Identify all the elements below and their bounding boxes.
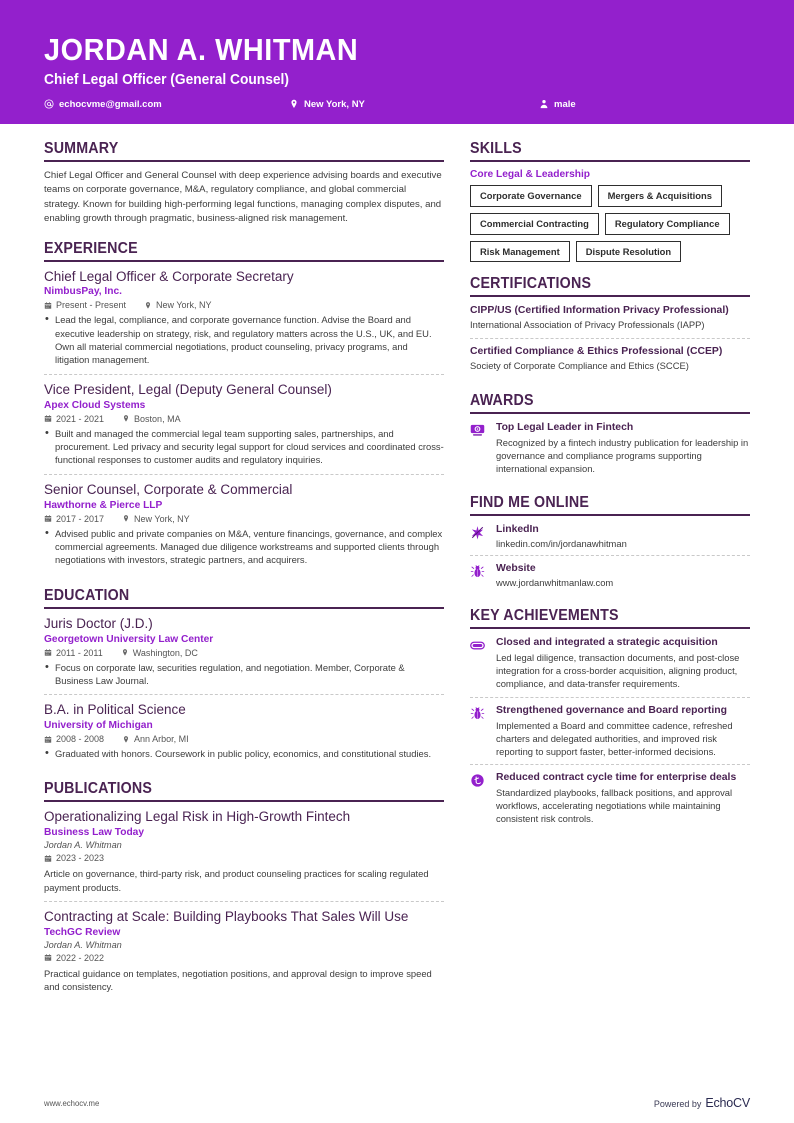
achievement-entry	[470, 771, 750, 831]
section-rule	[470, 160, 750, 162]
section-title-awards: AWARDS	[470, 391, 534, 409]
publication-entry	[44, 909, 444, 1001]
candidate-name: JORDAN A. WHITMAN	[44, 32, 359, 67]
achievement-description: Implemented a Board and committee cadence, refreshed charters and delegated authorities, and improved risk reporting to support faster, better-informed decisions.	[496, 719, 733, 757]
experience-location-value: New York, NY	[156, 300, 212, 311]
experience-location-value: New York, NY	[134, 513, 190, 524]
experience-dates	[44, 414, 104, 424]
contact-location	[289, 99, 539, 110]
resume-header	[0, 0, 794, 124]
person-icon	[539, 99, 549, 109]
section-title-find-me-online: FIND ME ONLINE	[470, 494, 590, 512]
education-entry	[44, 702, 444, 767]
section-title-certifications: CERTIFICATIONS	[470, 275, 592, 293]
experience-dates	[44, 300, 126, 310]
certification-entry	[470, 345, 750, 379]
location-pin-icon	[289, 99, 299, 109]
achievement-body	[496, 636, 750, 690]
certification-name: CIPP/US (Certified Information Privacy Professional)	[470, 305, 729, 317]
publication-author: Jordan A. Whitman	[44, 939, 122, 950]
calendar-icon	[44, 514, 52, 523]
publication-entry	[44, 809, 444, 902]
experience-company: Hawthorne & Pierce LLP	[44, 499, 163, 511]
skill-tag-list	[470, 185, 750, 262]
bullet: • Graduated with honors. Coursework in public policy, economics, and constitutional studies.	[44, 747, 444, 760]
left-column	[44, 140, 444, 1014]
experience-location	[122, 414, 181, 424]
skill-group-label: Core Legal & Leadership	[470, 169, 591, 180]
section-title-skills: SKILLS	[470, 140, 522, 157]
education-dates-value: 2008 - 2008	[56, 734, 105, 745]
award-entry	[470, 421, 750, 481]
experience-meta	[44, 414, 444, 424]
calendar-icon	[44, 854, 52, 863]
contact-gender-value: male	[554, 98, 576, 110]
online-profile-linkedin[interactable]	[470, 523, 750, 556]
section-publications	[44, 780, 444, 1000]
location-pin-icon	[122, 514, 130, 523]
experience-company: NimbusPay, Inc.	[44, 286, 122, 298]
skill-tag[interactable]: Regulatory Compliance	[605, 213, 730, 235]
resume-footer	[0, 1083, 794, 1123]
publication-dates-value: 2022 - 2022	[56, 952, 105, 963]
section-rule	[470, 514, 750, 516]
education-location	[121, 648, 198, 658]
education-dates	[44, 648, 103, 658]
section-certifications	[470, 275, 750, 378]
skill-tag[interactable]: Mergers & Acquisitions	[598, 185, 722, 207]
section-awards	[470, 392, 750, 481]
sparkle-icon	[470, 523, 487, 549]
contact-gender	[539, 99, 576, 110]
section-key-achievements	[470, 607, 750, 831]
publication-title: Contracting at Scale: Building Playbooks That Sales Will Use	[44, 908, 409, 924]
section-rule	[44, 160, 444, 162]
education-meta	[44, 734, 444, 744]
award-name: Top Legal Leader in Fintech	[496, 421, 634, 433]
publication-meta	[44, 853, 444, 863]
experience-role: Chief Legal Officer & Corporate Secretary	[44, 268, 294, 284]
footer-powered-by	[654, 1096, 750, 1110]
education-bullets	[44, 747, 444, 760]
achievement-title: Reduced contract cycle time for enterprise deals	[496, 772, 737, 784]
experience-role: Senior Counsel, Corporate & Commercial	[44, 481, 293, 497]
section-experience	[44, 240, 444, 574]
online-profile-body	[496, 562, 750, 588]
footer-powered-by-label: Powered by	[653, 1099, 702, 1109]
experience-dates-value: 2017 - 2017	[56, 513, 105, 524]
skill-tag[interactable]: Commercial Contracting	[470, 213, 599, 235]
publication-meta	[44, 953, 444, 963]
circle-glyph-icon	[470, 771, 487, 825]
calendar-icon	[44, 414, 52, 423]
location-pin-icon	[121, 648, 129, 657]
certification-issuer: Society of Corporate Compliance and Ethics (SCCE)	[470, 359, 689, 371]
award-monitor-icon	[470, 421, 487, 475]
location-pin-icon	[122, 414, 130, 423]
education-meta	[44, 648, 444, 658]
publication-description: Practical guidance on templates, negotiation positions, and approval design to improve speed and consistency.	[44, 967, 432, 993]
contact-email-value: echocvme@gmail.com	[59, 98, 162, 110]
right-column	[470, 140, 750, 1014]
publication-description: Article on governance, third-party risk, and product counseling practices for scaling regulated payment products.	[44, 868, 429, 893]
experience-meta	[44, 514, 444, 524]
section-education	[44, 587, 444, 768]
experience-entry	[44, 482, 444, 574]
experience-company: Apex Cloud Systems	[44, 399, 146, 411]
online-profile-label: Website	[496, 563, 536, 575]
beetle-icon	[470, 704, 487, 758]
section-title-summary: SUMMARY	[44, 140, 119, 157]
pill-badge-icon	[470, 636, 487, 690]
education-location	[122, 734, 189, 744]
skill-tag[interactable]: Corporate Governance	[470, 185, 592, 207]
contact-email[interactable]	[44, 99, 289, 110]
education-degree: B.A. in Political Science	[44, 702, 186, 718]
publication-dates	[44, 953, 104, 963]
calendar-icon	[44, 301, 52, 310]
bullet: • Built and managed the commercial legal team supporting sales, partnerships, and procurement. Led privacy and security legal support for cloud services and coordinated cross-functional responses to customer audits and regulatory inquiries.	[44, 427, 444, 467]
section-rule	[470, 627, 750, 629]
experience-dates-value: Present - Present	[56, 300, 127, 311]
education-location-value: Washington, DC	[132, 647, 198, 658]
experience-dates-value: 2021 - 2021	[56, 413, 105, 424]
location-pin-icon	[144, 301, 152, 310]
online-profile-url[interactable]: www.jordanwhitmanlaw.com	[496, 577, 614, 589]
section-title-key-achievements: KEY ACHIEVEMENTS	[470, 607, 619, 625]
section-title-publications: PUBLICATIONS	[44, 780, 153, 798]
bullet: • Focus on corporate law, securities regulation, and negotiation. Member, Corporate & Business Law Journal.	[44, 661, 444, 688]
section-summary	[44, 140, 444, 227]
calendar-icon	[44, 648, 52, 657]
experience-meta	[44, 300, 444, 310]
experience-bullets	[44, 427, 444, 467]
skill-tag[interactable]: Risk Management	[470, 241, 570, 263]
achievement-description: Led legal diligence, transaction documents, and post-close integration for a cross-border acquisition, aligning product, compliance, and data-transfer requirements.	[496, 652, 740, 690]
education-school: Georgetown University Law Center	[44, 633, 214, 645]
bullet: • Advised public and private companies on M&A, venture financings, governance, and complex commercial agreements. Managed due diligence workstreams and supported clients through negotiations with investors, strategic partners, and acquirers.	[44, 527, 444, 567]
certification-name: Certified Compliance & Ethics Professional (CCEP)	[470, 345, 723, 357]
education-dates-value: 2011 - 2011	[56, 647, 103, 658]
online-profile-website[interactable]	[470, 562, 750, 594]
section-skills	[470, 140, 750, 262]
experience-location	[144, 300, 212, 310]
experience-location	[122, 514, 190, 524]
education-bullets	[44, 661, 444, 688]
achievement-entry	[470, 704, 750, 765]
publication-dates	[44, 853, 104, 863]
award-description: Recognized by a fintech industry publication for leadership in governance and compliance programs supporting international expansion.	[496, 436, 749, 474]
education-location-value: Ann Arbor, MI	[134, 734, 189, 745]
section-rule	[470, 412, 750, 414]
education-school: University of Michigan	[44, 720, 153, 732]
achievement-body	[496, 704, 750, 758]
section-rule	[44, 800, 444, 802]
achievement-title: Strengthened governance and Board reporting	[496, 704, 727, 716]
online-profile-body	[496, 523, 750, 549]
award-body	[496, 421, 750, 475]
section-title-education: EDUCATION	[44, 586, 130, 604]
publication-publisher: TechGC Review	[44, 926, 121, 938]
experience-entry	[44, 382, 444, 475]
section-rule	[44, 260, 444, 262]
section-rule	[470, 295, 750, 297]
education-dates	[44, 734, 104, 744]
experience-location-value: Boston, MA	[134, 413, 181, 424]
publication-title: Operationalizing Legal Risk in High-Growth Fintech	[44, 809, 351, 825]
online-profile-url[interactable]: linkedin.com/in/jordanawhitman	[496, 538, 627, 550]
experience-bullets	[44, 527, 444, 567]
beetle-icon	[470, 562, 487, 588]
publication-publisher: Business Law Today	[44, 827, 145, 839]
section-title-experience: EXPERIENCE	[44, 239, 138, 257]
summary-text: Chief Legal Officer and General Counsel with deep experience advising boards and executive teams on corporate governance, M&A, regulatory compliance, and global commercial strategy. Known for building high-performing legal functions, managing complex disputes, and enabling growth through pragmatic, business-aligned risk management.	[44, 170, 442, 225]
experience-bullets	[44, 313, 444, 366]
achievement-description: Standardized playbooks, fallback positions, and approval workflows, accelerating negotiations while maintaining consistent risk controls.	[496, 787, 733, 825]
calendar-icon	[44, 735, 52, 744]
section-rule	[44, 607, 444, 609]
achievement-entry	[470, 636, 750, 697]
candidate-job-title: Chief Legal Officer (General Counsel)	[44, 71, 289, 88]
experience-role: Vice President, Legal (Deputy General Counsel)	[44, 381, 332, 397]
contact-row	[44, 99, 750, 110]
certification-issuer: International Association of Privacy Professionals (IAPP)	[470, 319, 705, 331]
publication-dates-value: 2023 - 2023	[56, 853, 105, 864]
resume-body	[0, 124, 794, 1014]
online-profile-label: LinkedIn	[496, 524, 539, 536]
experience-entry	[44, 269, 444, 375]
publication-author: Jordan A. Whitman	[44, 840, 122, 851]
education-entry	[44, 616, 444, 696]
education-degree: Juris Doctor (J.D.)	[44, 615, 153, 631]
calendar-icon	[44, 953, 52, 962]
footer-brand-name: EchoCV	[705, 1096, 750, 1110]
location-pin-icon	[122, 735, 130, 744]
section-find-me-online	[470, 494, 750, 594]
footer-site-url[interactable]: www.echocv.me	[44, 1098, 100, 1108]
skill-tag[interactable]: Dispute Resolution	[576, 241, 681, 263]
achievement-title: Closed and integrated a strategic acquisition	[496, 637, 718, 649]
achievement-body	[496, 771, 750, 825]
email-icon	[44, 99, 54, 109]
experience-dates	[44, 514, 104, 524]
bullet: • Lead the legal, compliance, and corporate governance function. Advise the Board and executive leadership on strategy, risk, and regulatory matters across the U.S., UK, and EU. Own all material commercial negotiations, product counseling, privacy programs, and litigation management.	[44, 313, 444, 366]
certification-entry	[470, 304, 750, 339]
contact-location-value: New York, NY	[304, 98, 365, 110]
